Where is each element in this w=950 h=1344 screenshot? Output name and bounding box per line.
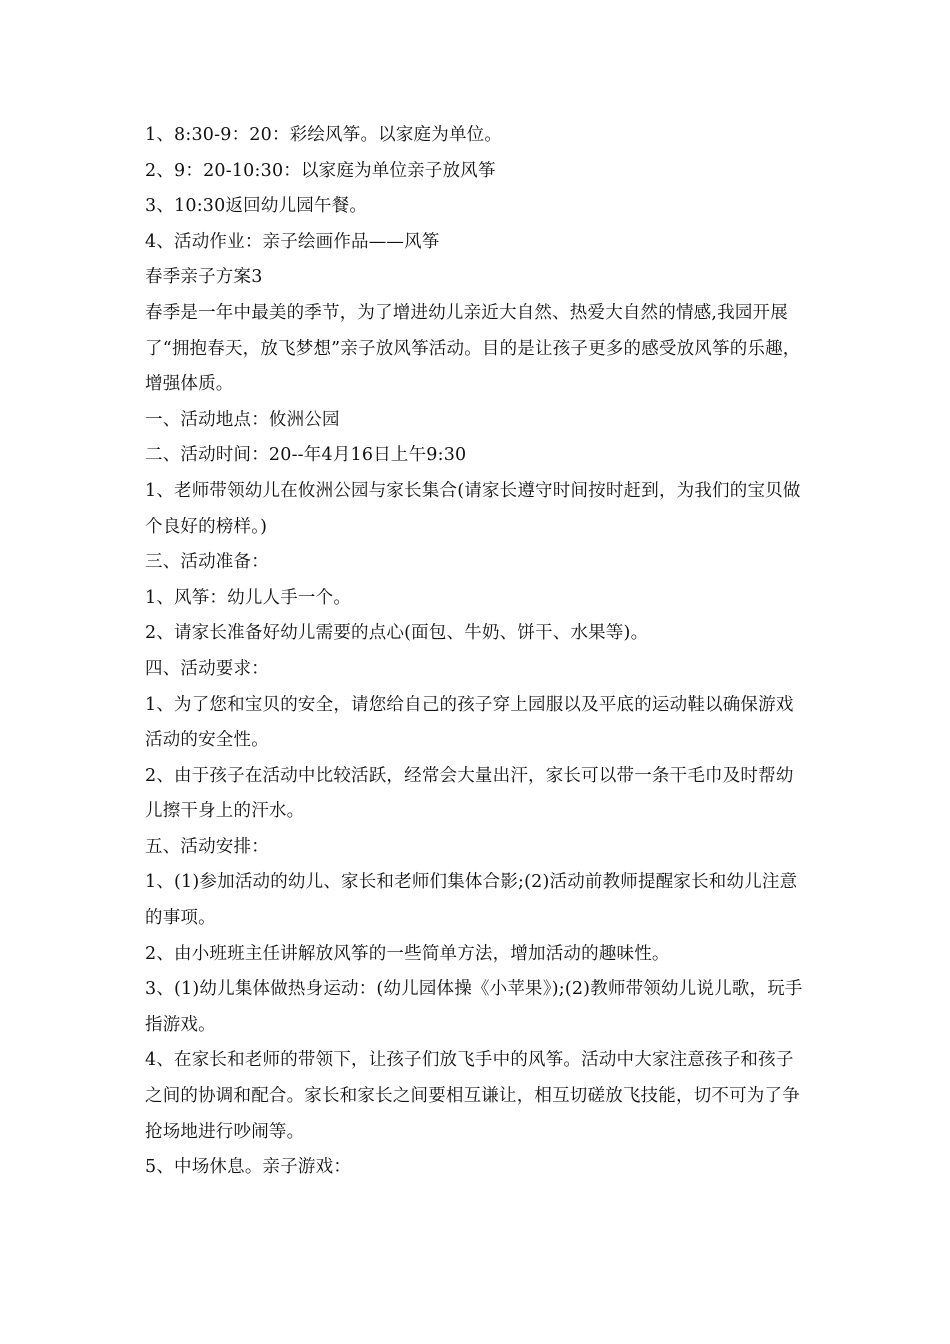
section-heading-preparation: 三、活动准备： xyxy=(145,552,269,573)
paragraph-prep-1: 1、风筝：幼儿人手一个。 xyxy=(145,587,352,608)
section-heading-arrangement: 五、活动安排： xyxy=(145,836,269,857)
paragraph-arr-1: 1、(1)参加活动的幼儿、家长和老师们集体合影;(2)活动前教师提醒家长和幼儿注意的事项。 xyxy=(145,872,798,929)
paragraph-arr-3: 3、(1)幼儿集体做热身运动：(幼儿园体操《小苹果》);(2)教师带领幼儿说儿歌，玩手指游戏。 xyxy=(145,979,803,1035)
paragraph-schedule-1: 1、8:30-9：20：彩绘风筝。以家庭为单位。 xyxy=(145,125,503,145)
paragraph-prep-2: 2、请家长准备好幼儿需要的点心(面包、牛奶、饼干、水果等)。 xyxy=(145,623,649,644)
paragraph-schedule-4: 4、活动作业：亲子绘画作品——风筝 xyxy=(145,231,440,252)
document-body xyxy=(145,118,810,1186)
paragraph-gathering: 1、老师带领幼儿在攸洲公园与家长集合(请家长遵守时间按时赶到，为我们的宝贝做个良好的榜样。) xyxy=(145,480,801,537)
paragraph-intro: 春季是一年中最美的季节，为了增进幼儿亲近大自然、热爱大自然的情感,我园开展了“拥抱春天，放飞梦想”亲子放风筝活动。目的是让孩子更多的感受放风筝的乐趣，增强体质。 xyxy=(145,302,801,395)
section-heading-requirements: 四、活动要求： xyxy=(145,658,269,679)
section-heading-plan-3: 春季亲子方案3 xyxy=(145,267,263,288)
paragraph-req-2: 2、由于孩子在活动中比较活跃，经常会大量出汗，家长可以带一条干毛巾及时帮幼儿擦干身上的汗水。 xyxy=(145,765,794,822)
paragraph-schedule-2: 2、9：20-10:30：以家庭为单位亲子放风筝 xyxy=(145,160,496,181)
paragraph-arr-5: 5、中场休息。亲子游戏： xyxy=(145,1157,352,1178)
section-heading-location: 一、活动地点：攸洲公园 xyxy=(145,409,340,430)
paragraph-req-1: 1、为了您和宝贝的安全，请您给自己的孩子穿上园服以及平底的运动鞋以确保游戏活动的安全性。 xyxy=(145,694,794,751)
section-heading-time: 二、活动时间：20--年4月16日上午9:30 xyxy=(145,445,467,466)
paragraph-schedule-3: 3、10:30返回幼儿园午餐。 xyxy=(145,196,368,217)
paragraph-arr-4: 4、在家长和老师的带领下，让孩子们放飞手中的风筝。活动中大家注意孩子和孩子之间的协调和配合。家长和家长之间要相互谦让，相互切磋放飞技能，切不可为了争抢场地进行吵闹等。 xyxy=(145,1050,800,1142)
paragraph-arr-2: 2、由小班班主任讲解放风筝的一些简单方法，增加活动的趣味性。 xyxy=(145,943,670,964)
